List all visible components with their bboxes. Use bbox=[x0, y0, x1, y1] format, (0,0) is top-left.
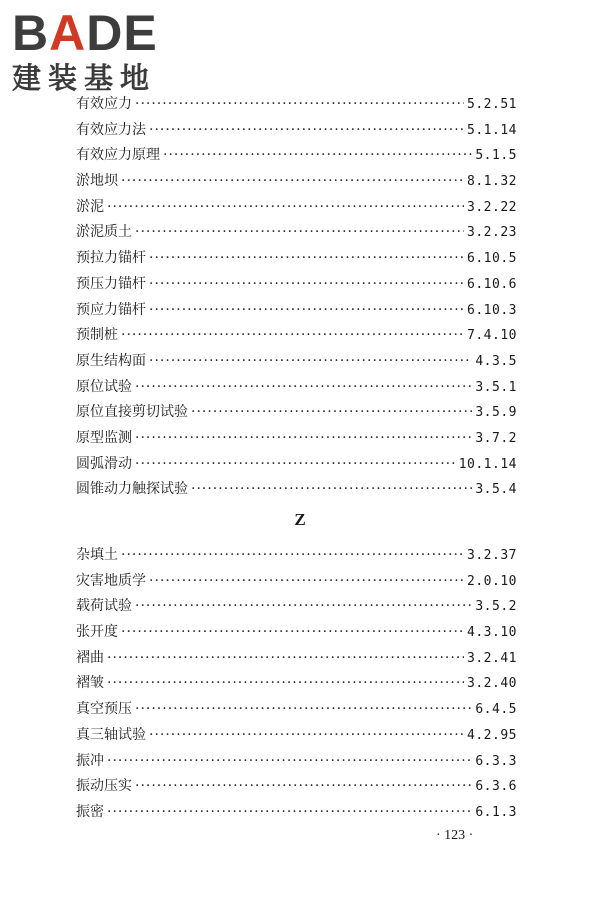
index-term: 预拉力锚杆 bbox=[76, 250, 146, 267]
index-term: 原位直接剪切试验 bbox=[76, 404, 188, 421]
index-entry bbox=[76, 272, 517, 298]
dot-leader bbox=[121, 543, 464, 569]
index-entry bbox=[76, 400, 517, 426]
dot-leader bbox=[135, 594, 472, 620]
index-term: 有效应力法 bbox=[76, 121, 146, 138]
dot-leader bbox=[149, 272, 464, 298]
dot-leader bbox=[191, 400, 472, 426]
dot-leader bbox=[107, 800, 472, 826]
index-entry bbox=[76, 349, 517, 375]
index-clause-number: 3.5.1 bbox=[475, 379, 517, 395]
index-term: 预应力锚杆 bbox=[76, 301, 146, 318]
index-entry bbox=[76, 323, 517, 349]
index-clause-number: 3.5.2 bbox=[475, 599, 517, 615]
index-term: 圆锥动力触探试验 bbox=[76, 481, 188, 498]
index-clause-number: 4.3.10 bbox=[467, 625, 517, 641]
index-entry bbox=[76, 697, 517, 723]
index-entry bbox=[76, 118, 517, 144]
dot-leader bbox=[135, 774, 472, 800]
index-entry bbox=[76, 620, 517, 646]
index-entry bbox=[76, 543, 517, 569]
index-clause-number: 5.1.14 bbox=[467, 122, 517, 138]
index-term: 淤泥 bbox=[76, 198, 104, 215]
index-clause-number: 3.7.2 bbox=[475, 430, 517, 446]
index-clause-number: 6.10.6 bbox=[467, 276, 517, 292]
index-term: 载荷试验 bbox=[76, 598, 132, 615]
index-entry bbox=[76, 452, 517, 478]
index-term: 褶曲 bbox=[76, 649, 104, 666]
index-entry bbox=[76, 749, 517, 775]
index-entry bbox=[76, 246, 517, 272]
page-number: · 123 · bbox=[436, 828, 474, 843]
logo-letter-a: A bbox=[49, 5, 87, 61]
index-clause-number: 6.1.3 bbox=[475, 804, 517, 820]
index-clause-number: 3.5.4 bbox=[475, 482, 517, 498]
index-clause-number: 10.1.14 bbox=[458, 456, 517, 472]
index-entry bbox=[76, 220, 517, 246]
logo-subtitle: 建装基地 bbox=[12, 61, 157, 95]
index-term: 预压力锚杆 bbox=[76, 275, 146, 292]
index-term: 淤地坝 bbox=[76, 173, 118, 190]
dot-leader bbox=[135, 452, 456, 478]
index-term: 真三轴试验 bbox=[76, 726, 146, 743]
index-clause-number: 8.1.32 bbox=[467, 174, 517, 190]
index-entry bbox=[76, 92, 517, 118]
index-term: 杂填土 bbox=[76, 547, 118, 563]
dot-leader bbox=[135, 220, 464, 246]
index-clause-number: 4.3.5 bbox=[475, 353, 517, 369]
logo-wordmark bbox=[12, 5, 158, 61]
logo-letters-de: DE bbox=[86, 5, 158, 61]
index-section-z bbox=[76, 543, 517, 826]
index-section-y bbox=[76, 92, 517, 503]
index-clause-number: 6.10.5 bbox=[467, 251, 517, 267]
dot-leader bbox=[149, 118, 464, 144]
index-clause-number: 5.2.51 bbox=[467, 97, 517, 112]
index-term: 灾害地质学 bbox=[76, 572, 146, 589]
index-clause-number: 3.2.23 bbox=[467, 225, 517, 241]
index-entry bbox=[76, 298, 517, 324]
dot-leader bbox=[135, 697, 472, 723]
index-entry bbox=[76, 594, 517, 620]
index-clause-number: 6.3.6 bbox=[475, 779, 517, 795]
index-clause-number: 3.2.37 bbox=[467, 548, 517, 563]
index-clause-number: 3.2.41 bbox=[467, 650, 517, 666]
index-term: 有效应力 bbox=[76, 96, 132, 112]
index-term: 原位试验 bbox=[76, 378, 132, 395]
logo-letter-b: B bbox=[12, 5, 50, 61]
index-term: 有效应力原理 bbox=[76, 147, 160, 164]
index-term: 振冲 bbox=[76, 752, 104, 769]
dot-leader bbox=[149, 569, 464, 595]
index-entry bbox=[76, 169, 517, 195]
index-clause-number: 4.2.95 bbox=[467, 727, 517, 743]
index-term: 原生结构面 bbox=[76, 352, 146, 369]
index-clause-number: 6.3.3 bbox=[475, 753, 517, 769]
index-entry bbox=[76, 426, 517, 452]
dot-leader bbox=[107, 195, 464, 221]
index-entry bbox=[76, 195, 517, 221]
dot-leader bbox=[135, 375, 472, 401]
index-clause-number: 3.5.9 bbox=[475, 405, 517, 421]
index-clause-number: 3.2.40 bbox=[467, 676, 517, 692]
index-term: 张开度 bbox=[76, 624, 118, 641]
dot-leader bbox=[149, 246, 464, 272]
dot-leader bbox=[107, 749, 472, 775]
index-entry bbox=[76, 569, 517, 595]
index-entry bbox=[76, 774, 517, 800]
watermark-logo bbox=[12, 5, 180, 95]
index-clause-number: 7.4.10 bbox=[467, 328, 517, 344]
index-term: 褶皱 bbox=[76, 675, 104, 692]
dot-leader bbox=[149, 723, 464, 749]
index-term: 振动压实 bbox=[76, 778, 132, 795]
index-clause-number: 3.2.22 bbox=[467, 199, 517, 215]
dot-leader bbox=[107, 671, 464, 697]
dot-leader bbox=[163, 143, 472, 169]
index-term: 振密 bbox=[76, 803, 104, 820]
index-term: 真空预压 bbox=[76, 701, 132, 718]
index-clause-number: 6.4.5 bbox=[475, 702, 517, 718]
index-term: 圆弧滑动 bbox=[76, 455, 132, 472]
index-entry bbox=[76, 375, 517, 401]
dot-leader bbox=[121, 323, 464, 349]
index-entry bbox=[76, 671, 517, 697]
index-entry bbox=[76, 477, 517, 503]
index-letter-heading: Z bbox=[294, 510, 306, 529]
index-term: 原型监测 bbox=[76, 429, 132, 446]
index-entry bbox=[76, 143, 517, 169]
dot-leader bbox=[149, 298, 464, 324]
index-term: 预制桩 bbox=[76, 327, 118, 344]
dot-leader bbox=[107, 646, 464, 672]
dot-leader bbox=[191, 477, 472, 503]
dot-leader bbox=[135, 92, 464, 118]
index-clause-number: 5.1.5 bbox=[475, 148, 517, 164]
index-term: 淤泥质土 bbox=[76, 224, 132, 241]
index-entry bbox=[76, 723, 517, 749]
dot-leader bbox=[135, 426, 472, 452]
index-clause-number: 6.10.3 bbox=[467, 302, 517, 318]
index-entry bbox=[76, 646, 517, 672]
dot-leader bbox=[121, 169, 464, 195]
dot-leader bbox=[121, 620, 464, 646]
index-entry bbox=[76, 800, 517, 826]
index-clause-number: 2.0.10 bbox=[467, 573, 517, 589]
dot-leader bbox=[149, 349, 472, 375]
